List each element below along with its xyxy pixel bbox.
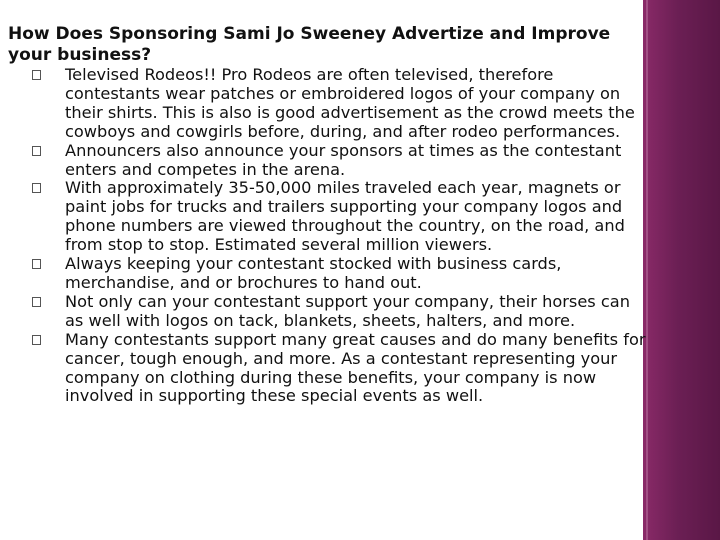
- bullet-item: [32, 331, 648, 407]
- square-bullet-icon: [32, 146, 41, 156]
- decorative-side-bar: [643, 0, 720, 540]
- slide-title: How Does Sponsoring Sami Jo Sweeney Advertize and Improve your business?: [8, 24, 611, 65]
- square-bullet-icon: [32, 259, 41, 269]
- bullet-text: Always keeping your contestant stocked with business cards, merchandise, and or brochures to hand out.: [65, 254, 562, 292]
- bullet-item: [32, 142, 648, 180]
- bullet-item: [32, 255, 648, 293]
- slide-content: [8, 24, 648, 406]
- bullet-text: Many contestants support many great causes and do many benefits for cancer, tough enough, and more. As a contestant representing your company on clothing during these benefits, your company is now involved in supporting these special events as well.: [65, 329, 646, 406]
- bullet-list: [8, 66, 648, 406]
- bullet-text: Televised Rodeos!! Pro Rodeos are often televised, therefore contestants wear patches or embroidered logos of your company on their shirts. This is also is good advertisement as the crowd meets the cowboys and cowgirls before, during, and after rodeo performances.: [65, 65, 635, 141]
- square-bullet-icon: [32, 335, 41, 345]
- bullet-item: [32, 293, 648, 331]
- bullet-text: Not only can your contestant support your company, their horses can as well with logos on tack, blankets, sheets, halters, and more.: [65, 291, 630, 330]
- square-bullet-icon: [32, 70, 41, 80]
- square-bullet-icon: [32, 297, 41, 307]
- bullet-item: [32, 66, 648, 142]
- square-bullet-icon: [32, 183, 41, 193]
- bullet-text: Announcers also announce your sponsors at times as the contestant enters and competes in the arena.: [65, 140, 622, 179]
- bullet-item: [32, 179, 648, 255]
- bullet-text: With approximately 35-50,000 miles traveled each year, magnets or paint jobs for trucks and trailers supporting your company logos and phone numbers are viewed throughout the country, on the road, and from stop to stop. Estimated several million viewers.: [65, 178, 625, 255]
